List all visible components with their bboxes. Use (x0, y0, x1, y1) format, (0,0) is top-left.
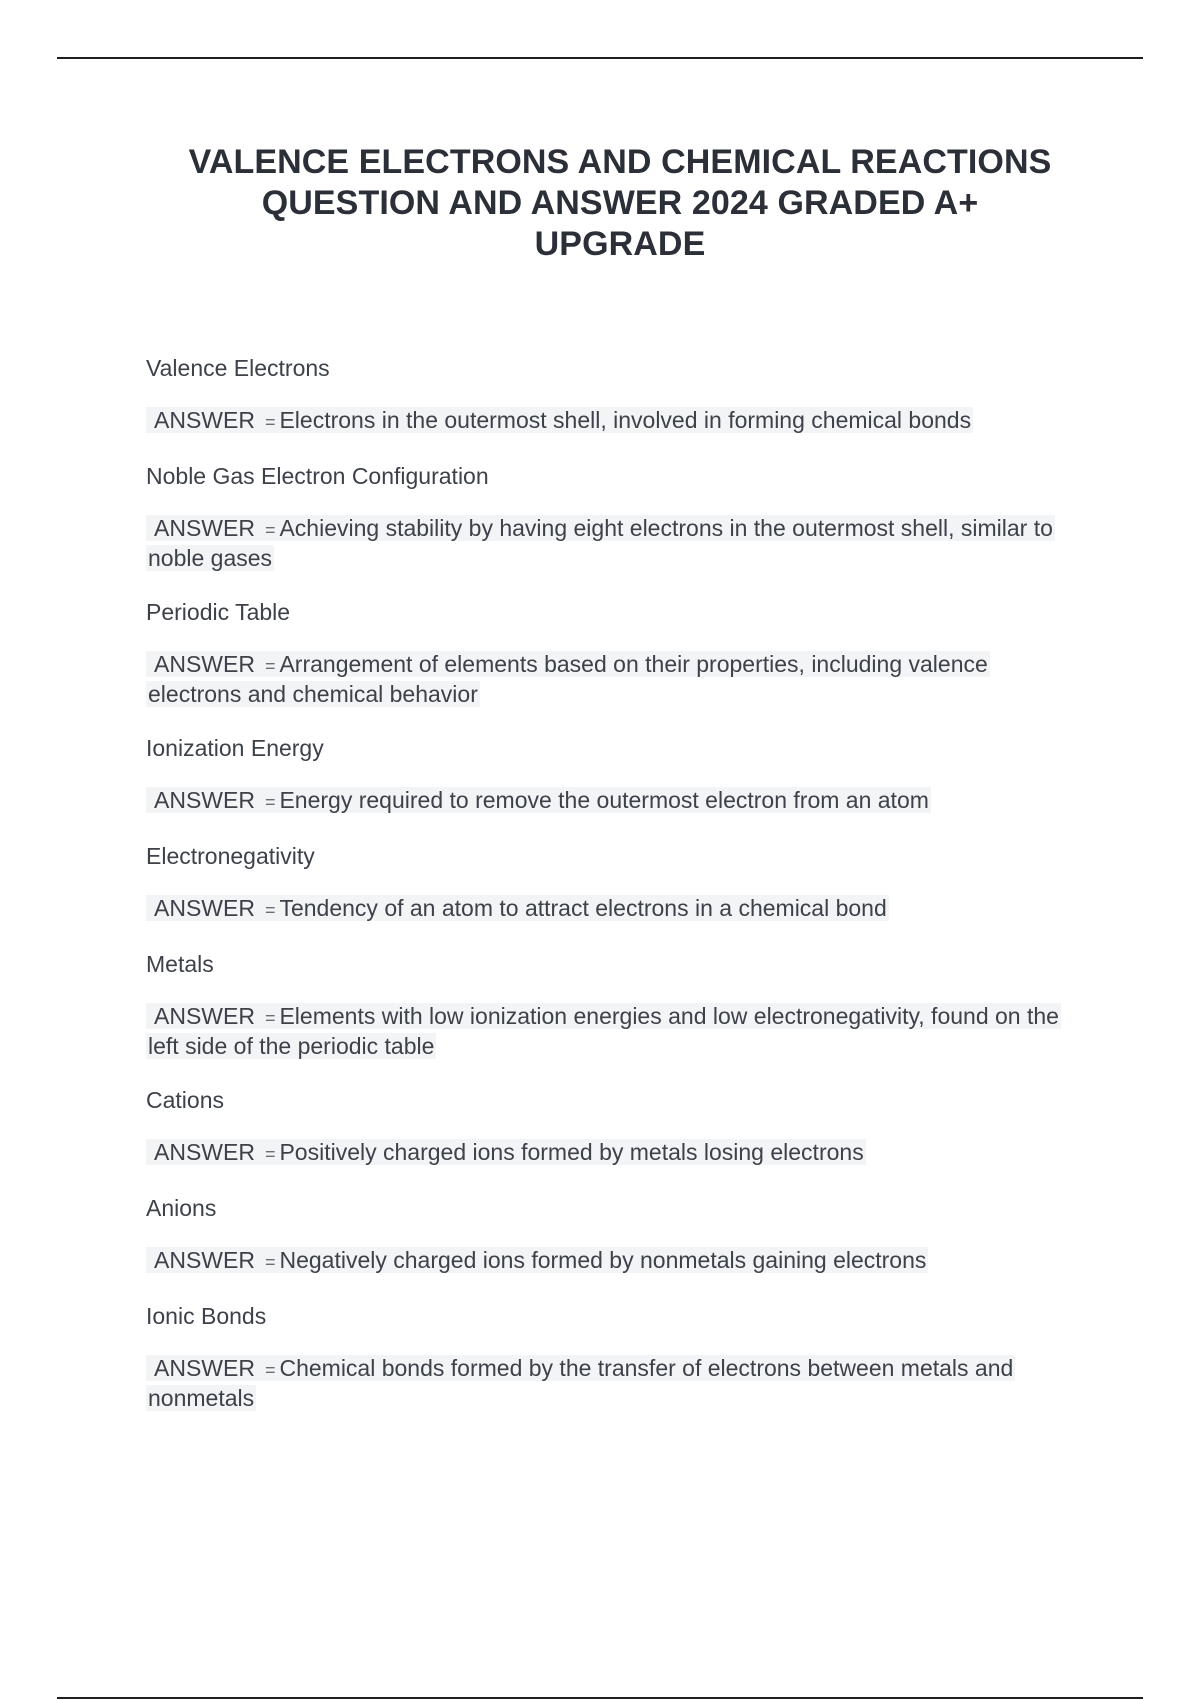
question-text: Ionic Bonds (146, 1303, 267, 1329)
answer-label: ANSWER (154, 1139, 255, 1165)
answer-label: ANSWER (154, 1003, 255, 1029)
answer-separator: = (264, 1008, 276, 1028)
qa-item (146, 842, 1086, 924)
title-line-1: VALENCE ELECTRONS AND CHEMICAL REACTIONS (188, 143, 1052, 181)
question-text: Noble Gas Electron Configuration (146, 463, 489, 489)
answer-separator: = (264, 792, 276, 812)
question-text: Metals (146, 951, 214, 977)
qa-item (146, 1086, 1086, 1168)
question-text: Cations (146, 1087, 224, 1113)
qa-item (146, 734, 1086, 816)
title-line-2: QUESTION AND ANSWER 2024 GRADED A+ (261, 184, 979, 222)
answer-text (146, 406, 1086, 436)
answer-body: Electrons in the outermost shell, involved in forming chemical bonds (279, 407, 972, 433)
answer-separator: = (264, 1360, 276, 1380)
answer-text (146, 1246, 1086, 1276)
qa-item (146, 354, 1086, 436)
answer-text (146, 786, 1086, 816)
question-text: Valence Electrons (146, 355, 330, 381)
footer-rule (57, 1697, 1143, 1699)
answer-body: Negatively charged ions formed by nonmetals gaining electrons (279, 1247, 927, 1273)
answer-body: Achieving stability by having eight electrons in the outermost shell, similar to noble gases (148, 515, 1053, 571)
answer-body: Positively charged ions formed by metals losing electrons (279, 1139, 864, 1165)
answer-separator: = (264, 412, 276, 432)
qa-item (146, 462, 1086, 572)
answer-text (146, 1354, 1086, 1412)
question-text: Ionization Energy (146, 735, 324, 761)
document-title (130, 142, 1110, 265)
title-line-3: UPGRADE (534, 225, 706, 263)
answer-text (146, 1002, 1086, 1060)
qa-list (146, 354, 1086, 1438)
answer-text (146, 1138, 1086, 1168)
answer-body: Tendency of an atom to attract electrons in a chemical bond (279, 895, 887, 921)
answer-separator: = (264, 520, 276, 540)
answer-separator: = (264, 900, 276, 920)
answer-body: Energy required to remove the outermost electron from an atom (279, 787, 929, 813)
answer-body: Elements with low ionization energies and low electronegativity, found on the left side of the periodic table (148, 1003, 1059, 1059)
answer-text (146, 514, 1086, 572)
answer-separator: = (264, 656, 276, 676)
answer-label: ANSWER (154, 787, 255, 813)
qa-item (146, 950, 1086, 1060)
answer-label: ANSWER (154, 515, 255, 541)
answer-text (146, 650, 1086, 708)
answer-label: ANSWER (154, 1355, 255, 1381)
answer-body: Chemical bonds formed by the transfer of electrons between metals and nonmetals (148, 1355, 1014, 1411)
header-rule (57, 57, 1143, 59)
answer-label: ANSWER (154, 407, 255, 433)
question-text: Electronegativity (146, 843, 315, 869)
answer-text (146, 894, 1086, 924)
question-text: Periodic Table (146, 599, 291, 625)
question-text: Anions (146, 1195, 217, 1221)
answer-body: Arrangement of elements based on their properties, including valence electrons and chemical behavior (148, 651, 988, 707)
answer-separator: = (264, 1144, 276, 1164)
qa-item (146, 598, 1086, 708)
answer-label: ANSWER (154, 1247, 255, 1273)
qa-item (146, 1194, 1086, 1276)
qa-item (146, 1302, 1086, 1412)
answer-label: ANSWER (154, 651, 255, 677)
answer-label: ANSWER (154, 895, 255, 921)
answer-separator: = (264, 1252, 276, 1272)
